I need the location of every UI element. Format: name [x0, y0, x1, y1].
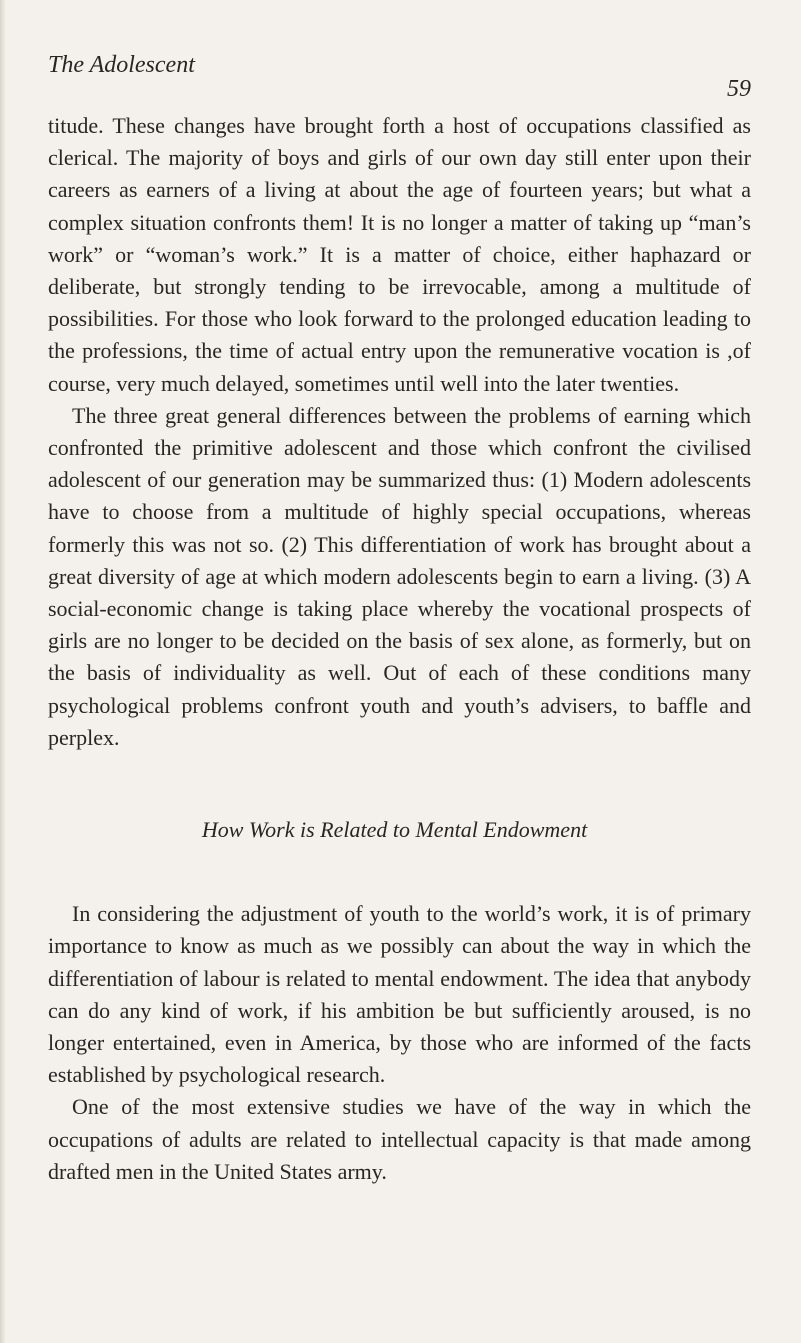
- paragraph-studies: One of the most extensive studies we have of the way in which the occupations of adults are related to intellectual capacity is that made among drafted men in the United States army.: [48, 1094, 751, 1184]
- section-heading: How Work is Related to Mental Endowment: [201, 817, 588, 843]
- page-number: 59: [727, 76, 751, 102]
- paragraph-continued: titude. These changes have brought forth a host of occupations classified as clerical. The majority of boys and girls of our own day still enter upon their careers as earners of a living at about the age of fourteen years; but what a complex situation confronts them! It is no longer a matter of taking up “man’s work” or “woman’s work.” It is a matter of choice, either haphazard or deliberate, but strongly tending to be irrevocable, among a multitude of possibilities. For those who look forward to the prolonged education leading to the professions, the time of actual entry upon the remunerative vocation is ,of course, very much delayed, sometimes until well into the later twenties.: [48, 113, 751, 396]
- body-text: [48, 110, 751, 1188]
- running-head: [48, 52, 751, 102]
- running-title: The Adolescent: [48, 52, 195, 78]
- paragraph-adjustment: In considering the adjustment of youth to the world’s work, it is of primary importance to know as much as we possibly can about the way in which the differentiation of labour is related to mental endowment. The idea that anybody can do any kind of work, if his ambition be but sufficiently aroused, is no longer entertained, even in America, by those who are informed of the facts established by psychological research.: [48, 901, 751, 1088]
- paragraph-differences: The three great general differences between the problems of earning which confronted the primitive adolescent and those which confront the civilised adolescent of our generation may be summarized thus: (1) Modern adolescents have to choose from a multitude of highly special occupations, whereas formerly this was not so. (2) This differentiation of work has brought about a great diversity of age at which modern adolescents begin to earn a living. (3) A social-economic change is taking place whereby the vocational prospects of girls are no longer to be decided on the basis of sex alone, as formerly, but on the basis of individuality as well. Out of each of these conditions many psychological problems confront youth and youth’s advisers, to baffle and perplex.: [48, 402, 751, 750]
